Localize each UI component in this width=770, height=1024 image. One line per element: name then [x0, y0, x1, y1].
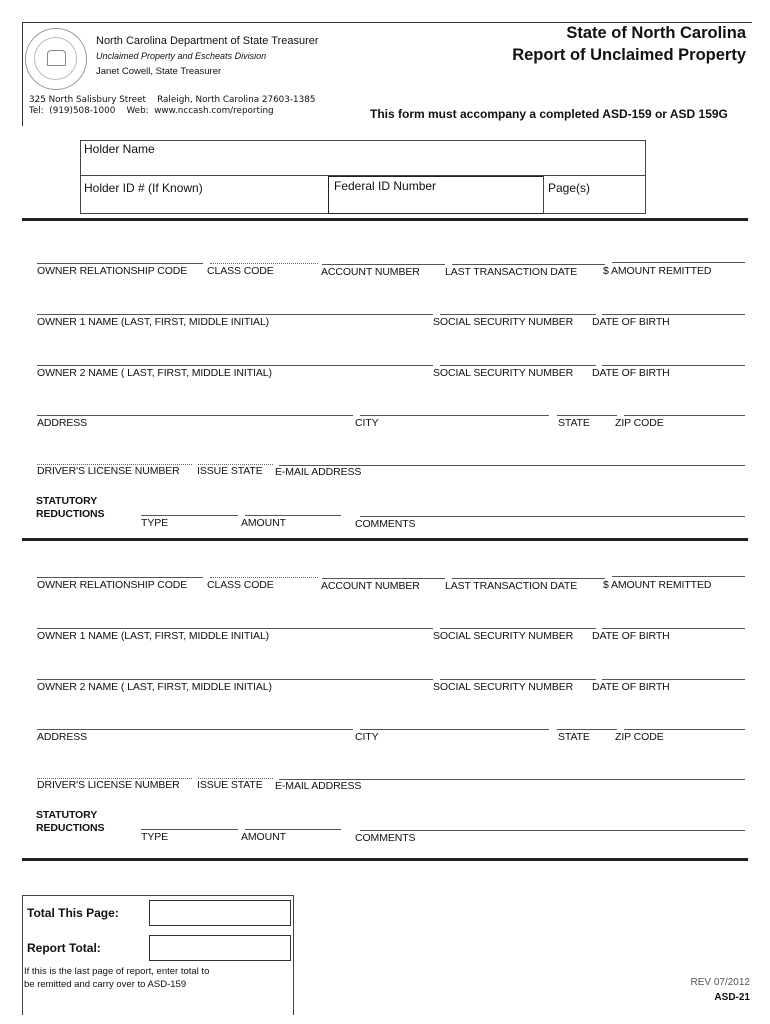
owner2-dob-field[interactable]: [602, 365, 745, 366]
reduction-type-label: TYPE: [141, 831, 169, 843]
owner2-dob-label: DATE OF BIRTH: [592, 367, 670, 379]
address-field[interactable]: [37, 415, 353, 416]
dl-label: DRIVER'S LICENSE NUMBER: [37, 779, 180, 791]
totals-note-1: If this is the last page of report, enter total to: [24, 966, 210, 977]
owner1-ssn-label: SOCIAL SECURITY NUMBER: [433, 316, 574, 328]
owner2-dob-label: DATE OF BIRTH: [592, 681, 670, 693]
account-field[interactable]: [322, 264, 445, 265]
owner1-dob-label: DATE OF BIRTH: [592, 630, 670, 642]
reduction-amount-label: AMOUNT: [241, 831, 286, 843]
total-page-label: Total This Page:: [27, 906, 119, 920]
owner2-ssn-field[interactable]: [440, 679, 596, 680]
comments-label: COMMENTS: [355, 832, 416, 844]
owner2-field[interactable]: [37, 365, 433, 366]
owner2-dob-field[interactable]: [602, 679, 745, 680]
class-code-field[interactable]: [210, 577, 318, 578]
owner2-label: OWNER 2 NAME ( LAST, FIRST, MIDDLE INITIAL): [37, 681, 272, 693]
pages-label: Page(s): [548, 181, 591, 195]
form-title-line2: Report of Unclaimed Property: [512, 46, 746, 64]
state-seal: [25, 28, 87, 90]
report-total-input[interactable]: [149, 935, 291, 961]
class-code-label: CLASS CODE: [207, 265, 274, 277]
amount-field[interactable]: [612, 262, 745, 263]
owner1-field[interactable]: [37, 628, 433, 629]
statutory-label: STATUTORY: [36, 809, 98, 821]
comments-field[interactable]: [360, 830, 745, 831]
city-field[interactable]: [360, 729, 549, 730]
divider: [22, 218, 748, 221]
issue-state-label: ISSUE STATE: [197, 465, 263, 477]
email-label: E-MAIL ADDRESS: [275, 466, 362, 478]
state-field[interactable]: [557, 729, 617, 730]
property-record-section: [0, 263, 770, 553]
owner1-dob-label: DATE OF BIRTH: [592, 316, 670, 328]
revision-date: REV 07/2012: [690, 977, 750, 988]
amount-label: $ AMOUNT REMITTED: [603, 579, 712, 591]
reduction-amount-label: AMOUNT: [241, 517, 286, 529]
reduction-amount-field[interactable]: [245, 829, 341, 830]
agency-name: North Carolina Department of State Treasurer: [96, 35, 319, 47]
reduction-type-field[interactable]: [141, 515, 238, 516]
address-label: ADDRESS: [37, 731, 88, 743]
owner1-label: OWNER 1 NAME (LAST, FIRST, MIDDLE INITIAL): [37, 630, 270, 642]
account-label: ACCOUNT NUMBER: [321, 580, 420, 592]
owner1-dob-field[interactable]: [602, 628, 745, 629]
zip-field[interactable]: [624, 415, 745, 416]
chest-icon: [47, 50, 66, 66]
reduction-type-label: TYPE: [141, 517, 169, 529]
owner1-dob-field[interactable]: [602, 314, 745, 315]
federal-id-label: Federal ID Number: [334, 179, 437, 193]
owner-rel-field[interactable]: [37, 263, 203, 264]
total-page-input[interactable]: [149, 900, 291, 926]
comments-label: COMMENTS: [355, 518, 416, 530]
owner2-ssn-field[interactable]: [440, 365, 596, 366]
reductions-label: REDUCTIONS: [36, 822, 105, 834]
amount-label: $ AMOUNT REMITTED: [603, 265, 712, 277]
owner-rel-label: OWNER RELATIONSHIP CODE: [37, 265, 188, 277]
holder-name-field[interactable]: [80, 140, 646, 176]
account-field[interactable]: [322, 578, 445, 579]
class-code-label: CLASS CODE: [207, 579, 274, 591]
last-trans-field[interactable]: [452, 578, 605, 579]
holder-id-label: Holder ID # (If Known): [84, 181, 203, 195]
last-trans-field[interactable]: [452, 264, 605, 265]
address-label: ADDRESS: [37, 417, 88, 429]
zip-field[interactable]: [624, 729, 745, 730]
address-field[interactable]: [37, 729, 353, 730]
form-title-line1: State of North Carolina: [566, 24, 746, 42]
divider: [22, 858, 748, 861]
city-label: CITY: [355, 417, 379, 429]
last-trans-label: LAST TRANSACTION DATE: [445, 266, 578, 278]
city-label: CITY: [355, 731, 379, 743]
report-total-label: Report Total:: [27, 941, 101, 955]
zip-label: ZIP CODE: [615, 731, 664, 743]
holder-name-label: Holder Name: [84, 142, 155, 156]
owner2-field[interactable]: [37, 679, 433, 680]
state-label: STATE: [558, 731, 590, 743]
owner1-ssn-label: SOCIAL SECURITY NUMBER: [433, 630, 574, 642]
form-number: ASD-21: [714, 992, 750, 1003]
treasurer-name: Janet Cowell, State Treasurer: [96, 66, 222, 77]
owner-rel-field[interactable]: [37, 577, 203, 578]
reduction-type-field[interactable]: [141, 829, 238, 830]
owner2-ssn-label: SOCIAL SECURITY NUMBER: [433, 367, 574, 379]
owner2-label: OWNER 2 NAME ( LAST, FIRST, MIDDLE INITIAL): [37, 367, 272, 379]
dl-label: DRIVER'S LICENSE NUMBER: [37, 465, 180, 477]
divider: [22, 538, 748, 541]
email-label: E-MAIL ADDRESS: [275, 780, 362, 792]
last-trans-label: LAST TRANSACTION DATE: [445, 580, 578, 592]
zip-label: ZIP CODE: [615, 417, 664, 429]
reductions-label: REDUCTIONS: [36, 508, 105, 520]
owner1-label: OWNER 1 NAME (LAST, FIRST, MIDDLE INITIAL): [37, 316, 270, 328]
issue-state-label: ISSUE STATE: [197, 779, 263, 791]
agency-contact: Tel: (919)508-1000 Web: www.nccash.com/reporting: [29, 106, 274, 116]
owner1-ssn-field[interactable]: [440, 628, 596, 629]
property-record-section: [0, 577, 770, 867]
owner2-ssn-label: SOCIAL SECURITY NUMBER: [433, 681, 574, 693]
reduction-amount-field[interactable]: [245, 515, 341, 516]
state-label: STATE: [558, 417, 590, 429]
agency-address: 325 North Salisbury Street Raleigh, North Carolina 27603-1385: [29, 95, 316, 105]
state-field[interactable]: [557, 415, 617, 416]
division-name: Unclaimed Property and Escheats Division: [96, 51, 267, 61]
form-notice: This form must accompany a completed ASD-159 or ASD 159G: [370, 107, 728, 121]
city-field[interactable]: [360, 415, 549, 416]
amount-field[interactable]: [612, 576, 745, 577]
comments-field[interactable]: [360, 516, 745, 517]
owner-rel-label: OWNER RELATIONSHIP CODE: [37, 579, 188, 591]
totals-note-2: be remitted and carry over to ASD-159: [24, 979, 187, 990]
owner1-ssn-field[interactable]: [440, 314, 596, 315]
owner1-field[interactable]: [37, 314, 433, 315]
class-code-field[interactable]: [210, 263, 318, 264]
statutory-label: STATUTORY: [36, 495, 98, 507]
account-label: ACCOUNT NUMBER: [321, 266, 420, 278]
